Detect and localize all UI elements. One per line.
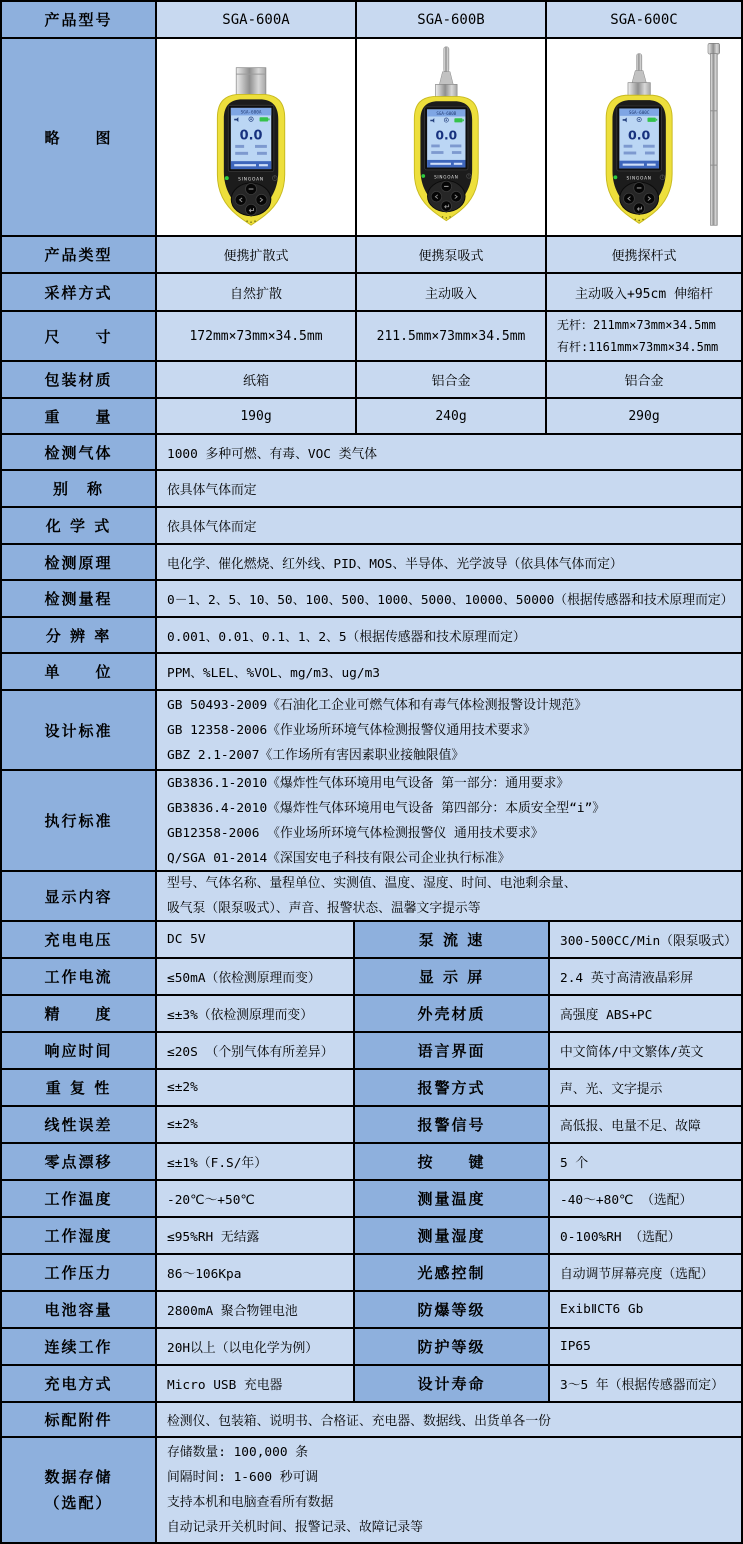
row-value: -40～+80℃ （选配） <box>550 1181 741 1216</box>
text-line: 存储数量: 100,000 条 <box>167 1445 309 1460</box>
status-led <box>225 176 229 180</box>
text-line: GB12358-2006 《作业场所环境气体检测报警仪 通用技术要求》 <box>167 825 544 841</box>
sensor-cap <box>236 68 266 97</box>
spec-row-2col <box>2 1181 741 1218</box>
row-label: 尺 寸 <box>2 312 157 360</box>
device-image-cell <box>157 39 357 235</box>
spec-row-2col <box>2 996 741 1033</box>
row-label: 防护等级 <box>355 1329 550 1364</box>
enter-button <box>441 201 452 212</box>
row-value: ≤20S （个别气体有所差异） <box>157 1033 355 1068</box>
row-value: 高低报、电量不足、故障 <box>550 1107 741 1142</box>
spec-row-3col <box>2 362 741 399</box>
row-label: 充电方式 <box>2 1366 157 1401</box>
spec-row-full <box>2 545 741 581</box>
spec-row-full <box>2 471 741 508</box>
text-line: GB3836.1-2010《爆炸性气体环境用电气设备 第一部分：通用要求》 <box>167 775 570 791</box>
device-illustration <box>157 39 355 235</box>
enter-button <box>634 203 645 214</box>
row-label: 设计寿命 <box>355 1366 550 1401</box>
row-value: ≤±2% <box>157 1107 355 1142</box>
row-label: 报警方式 <box>355 1070 550 1105</box>
text-line: 数据存储 <box>44 1468 113 1486</box>
device-illustration <box>547 39 741 235</box>
row-value: 240g <box>357 399 547 433</box>
row-value: 自动调节屏幕亮度（选配） <box>550 1255 741 1290</box>
row-value: 1000 多种可燃、有毒、VOC 类气体 <box>157 435 741 469</box>
row-label <box>2 1438 157 1542</box>
row-value: 172mm×73mm×34.5mm <box>157 312 357 360</box>
spec-row-full <box>2 872 741 922</box>
row-value: 5 个 <box>550 1144 741 1179</box>
row-label: 报警信号 <box>355 1107 550 1142</box>
row-value <box>157 1438 741 1542</box>
row-value: 电化学、催化燃烧、红外线、PID、MOS、半导体、光学波导（依具体气体而定） <box>157 545 741 579</box>
model-name: SGA-600C <box>547 2 741 37</box>
row-value: ≤±1%（F.S/年） <box>157 1144 355 1179</box>
row-value <box>157 771 741 870</box>
brand-text: SINGOAN <box>626 176 652 182</box>
row-value: 300-500CC/Min（限泵吸式） <box>550 922 741 957</box>
lcd-reading: 0.0 <box>239 128 263 144</box>
row-label: 执行标准 <box>2 771 157 870</box>
row-value: 检测仪、包装箱、说明书、合格证、充电器、数据线、出货单各一份 <box>157 1403 741 1436</box>
row-value: 211.5mm×73mm×34.5mm <box>357 312 547 360</box>
row-value: 190g <box>157 399 357 433</box>
row-value <box>157 872 741 920</box>
spec-row-2col <box>2 1255 741 1292</box>
row-value: 高强度 ABS+PC <box>550 996 741 1031</box>
row-label: 线性误差 <box>2 1107 157 1142</box>
left-button <box>624 193 635 204</box>
row-label: 重 复 性 <box>2 1070 157 1105</box>
spec-row-full <box>2 618 741 654</box>
row-value: DC 5V <box>157 922 355 957</box>
text-line: 无杆：211mm×73mm×34.5mm <box>557 318 716 332</box>
row-label: 别 称 <box>2 471 157 506</box>
right-button <box>451 191 462 202</box>
row-value: 0.001、0.01、0.1、1、2、5（根据传感器和技术原理而定） <box>157 618 741 652</box>
text-line: 自动记录开关机时间、报警记录、故障记录等 <box>167 1520 423 1535</box>
row-value <box>547 312 741 360</box>
device-image-cell <box>357 39 547 235</box>
probe-tube <box>636 54 641 72</box>
row-label: 工作压力 <box>2 1255 157 1290</box>
row-value: 依具体气体而定 <box>157 471 741 506</box>
text-line: GB 50493-2009《石油化工企业可燃气体和有毒气体检测报警设计规范》 <box>167 697 588 713</box>
sketch-label: 略 图 <box>2 39 157 235</box>
row-label: 零点漂移 <box>2 1144 157 1179</box>
row-value: 便携扩散式 <box>157 237 357 272</box>
spec-row-2col <box>2 1144 741 1181</box>
row-label: 充电电压 <box>2 922 157 957</box>
text-line: 间隔时间: 1-600 秒可调 <box>167 1470 319 1485</box>
lcd-reading: 0.0 <box>627 127 651 143</box>
row-label: 单 位 <box>2 654 157 689</box>
spec-row-full <box>2 771 741 872</box>
row-value: 主动吸入+95cm 伸缩杆 <box>547 274 741 310</box>
lcd-model-text: SGA-600B <box>436 110 457 116</box>
sketch-row <box>2 39 741 237</box>
row-label: 防爆等级 <box>355 1292 550 1327</box>
text-line: GB3836.4-2010《爆炸性气体环境用电气设备 第四部分：本质安全型“i”》 <box>167 800 606 816</box>
status-led <box>421 174 425 178</box>
row-value: 290g <box>547 399 741 433</box>
probe-tube <box>444 47 449 72</box>
row-label: 检测气体 <box>2 435 157 469</box>
row-label: 包装材质 <box>2 362 157 397</box>
enter-button <box>246 204 257 215</box>
row-value: ≤95%RH 无结露 <box>157 1218 355 1253</box>
row-value: ExibⅡCT6 Gb <box>550 1292 741 1327</box>
spec-row-full <box>2 508 741 545</box>
text-line: GB 12358-2006《作业场所环境气体检测报警仪通用技术要求》 <box>167 722 536 738</box>
battery-icon <box>647 118 655 122</box>
right-button <box>256 194 267 205</box>
row-value: 0－1、2、5、10、50、100、500、1000、5000、10000、50000（根据传感器和技术原理而定） <box>157 581 741 616</box>
text-line: （选配） <box>44 1494 113 1512</box>
header-label: 产品型号 <box>2 2 157 37</box>
model-name: SGA-600B <box>357 2 547 37</box>
row-value: -20℃～+50℃ <box>157 1181 355 1216</box>
row-label: 光感控制 <box>355 1255 550 1290</box>
lcd-model-text: SGA-600C <box>628 111 650 117</box>
spec-row-2col <box>2 1329 741 1366</box>
row-value <box>157 691 741 769</box>
row-label: 分 辨 率 <box>2 618 157 652</box>
spec-row-2col <box>2 959 741 996</box>
row-value: 声、光、文字提示 <box>550 1070 741 1105</box>
text-line: 有杆:1161mm×73mm×34.5mm <box>557 340 719 354</box>
lcd-model-text: SGA-600A <box>240 110 262 116</box>
probe-cone <box>439 72 453 85</box>
row-value: 86～106Kpa <box>157 1255 355 1290</box>
spec-row-2col <box>2 1292 741 1329</box>
row-label: 重 量 <box>2 399 157 433</box>
spec-row-full <box>2 581 741 618</box>
row-label: 工作电流 <box>2 959 157 994</box>
probe-cone <box>632 71 647 84</box>
row-value: 铝合金 <box>357 362 547 397</box>
row-label: 工作温度 <box>2 1181 157 1216</box>
row-label: 设计标准 <box>2 691 157 769</box>
row-value: 2800mA 聚合物锂电池 <box>157 1292 355 1327</box>
spec-row-2col <box>2 1070 741 1107</box>
row-value: PPM、%LEL、%VOL、mg/m3、ug/m3 <box>157 654 741 689</box>
spec-row-full <box>2 654 741 691</box>
row-label: 显示内容 <box>2 872 157 920</box>
row-label: 检测原理 <box>2 545 157 579</box>
model-name: SGA-600A <box>157 2 357 37</box>
spec-row-2col <box>2 1033 741 1070</box>
row-label: 外壳材质 <box>355 996 550 1031</box>
battery-icon <box>260 117 269 121</box>
row-value: 中文简体/中文繁体/英文 <box>550 1033 741 1068</box>
row-label: 工作湿度 <box>2 1218 157 1253</box>
text-line: Q/SGA 01-2014《深国安电子科技有限公司企业执行标准》 <box>167 850 511 866</box>
brand-text: SINGOAN <box>238 177 264 183</box>
battery-icon <box>454 118 462 122</box>
rod-tip <box>708 43 720 54</box>
row-value: Micro USB 充电器 <box>157 1366 355 1401</box>
row-value: 主动吸入 <box>357 274 547 310</box>
spec-row-3col <box>2 237 741 274</box>
row-value: 铝合金 <box>547 362 741 397</box>
telescopic-rod <box>710 54 717 226</box>
row-value: 2.4 英寸高清液晶彩屏 <box>550 959 741 994</box>
row-label: 测量湿度 <box>355 1218 550 1253</box>
device-illustration <box>357 39 545 235</box>
row-value: 自然扩散 <box>157 274 357 310</box>
brand-text: SINGOAN <box>434 174 459 180</box>
lcd-reading: 0.0 <box>435 128 458 143</box>
row-label: 连续工作 <box>2 1329 157 1364</box>
device-image-cell <box>547 39 741 235</box>
text-line: 支持本机和电脑查看所有数据 <box>167 1495 334 1510</box>
row-label: 泵 流 速 <box>355 922 550 957</box>
row-value: IP65 <box>550 1329 741 1364</box>
row-label: 语言界面 <box>355 1033 550 1068</box>
row-label: 显 示 屏 <box>355 959 550 994</box>
text-line: 型号、气体名称、量程单位、实测值、温度、湿度、时间、电池剩余量、 <box>167 876 577 891</box>
row-value: ≤50mA（依检测原理而变） <box>157 959 355 994</box>
row-label: 精 度 <box>2 996 157 1031</box>
row-value: 0-100%RH （选配） <box>550 1218 741 1253</box>
row-value: 依具体气体而定 <box>157 508 741 543</box>
spec-row-2col <box>2 1107 741 1144</box>
row-label: 测量温度 <box>355 1181 550 1216</box>
row-value: ≤±3%（依检测原理而变） <box>157 996 355 1031</box>
spec-row-2col <box>2 1366 741 1403</box>
row-value: 纸箱 <box>157 362 357 397</box>
spec-row-3col <box>2 274 741 312</box>
row-value: 便携泵吸式 <box>357 237 547 272</box>
storage-row <box>2 1438 741 1542</box>
spec-row-3col <box>2 312 741 362</box>
left-button <box>431 191 442 202</box>
row-value: 3～5 年（根据传感器而定） <box>550 1366 741 1401</box>
spec-row-full <box>2 435 741 471</box>
spec-row-full <box>2 691 741 771</box>
right-button <box>644 193 655 204</box>
row-label: 响应时间 <box>2 1033 157 1068</box>
accessories-row <box>2 1403 741 1438</box>
row-label: 采样方式 <box>2 274 157 310</box>
header-row <box>2 2 741 39</box>
text-line: 吸气泵（限泵吸式）、声音、报警状态、温馨文字提示等 <box>167 901 481 916</box>
spec-row-2col <box>2 1218 741 1255</box>
row-label: 检测量程 <box>2 581 157 616</box>
row-value: ≤±2% <box>157 1070 355 1105</box>
spec-row-3col <box>2 399 741 435</box>
row-value: 便携探杆式 <box>547 237 741 272</box>
row-label: 按 键 <box>355 1144 550 1179</box>
text-line: GBZ 2.1-2007《工作场所有害因素职业接触限值》 <box>167 747 465 763</box>
row-value: 20H以上（以电化学为例） <box>157 1329 355 1364</box>
row-label: 电池容量 <box>2 1292 157 1327</box>
spec-row-2col <box>2 922 741 959</box>
left-button <box>235 194 246 205</box>
row-label: 化 学 式 <box>2 508 157 543</box>
row-label: 标配附件 <box>2 1403 157 1436</box>
status-led <box>613 175 617 179</box>
row-label: 产品类型 <box>2 237 157 272</box>
